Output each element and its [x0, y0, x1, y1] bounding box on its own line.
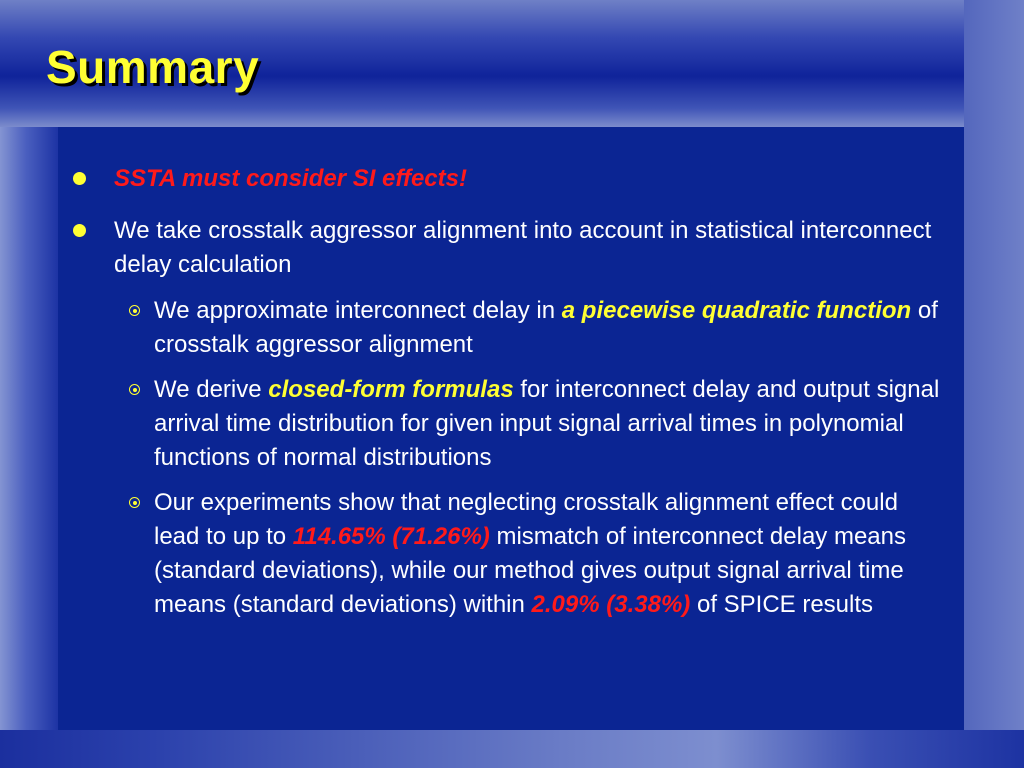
circled-dot-icon: [129, 497, 140, 508]
sub-bullet-item: [154, 294, 944, 362]
highlight-text: closed-form formulas: [268, 376, 514, 403]
highlight-percent: 114.65% (71.26%): [292, 523, 490, 550]
bullet-item: [114, 214, 944, 282]
sub-bullet-text: Our experiments show that neglecting crosstalk alignment effect could lead to up to: [154, 489, 898, 550]
bullet-text: SSTA must consider SI effects!: [114, 165, 467, 192]
sub-bullet-text: mismatch of interconnect delay means (standard deviations), while our method gives output signal arrival time means (standard deviations) within: [154, 523, 906, 618]
sub-bullet-text: We approximate interconnect delay in: [154, 297, 562, 324]
bullet-item: [114, 162, 944, 196]
highlight-text: a piecewise quadratic function: [561, 297, 912, 324]
sub-bullet-item: [154, 486, 944, 622]
circled-dot-icon: [129, 305, 140, 316]
sub-bullet-text: for interconnect delay and output signal arrival time distribution for given input signal arrival times in polynomial functions of normal distributions: [154, 376, 940, 471]
filled-circle-icon: [73, 172, 86, 185]
highlight-percent: 2.09% (3.38%): [531, 591, 691, 618]
slide-title: Summary: [46, 41, 260, 93]
sub-bullet-item: [154, 373, 944, 475]
sub-bullet-text: of SPICE results: [690, 591, 874, 618]
bullet-text: We take crosstalk aggressor alignment into account in statistical interconnect delay calculation: [114, 217, 932, 278]
sub-bullet-text: We derive: [154, 376, 269, 403]
circled-dot-icon: [129, 384, 140, 395]
sub-bullet-text: of crosstalk aggressor alignment: [154, 297, 938, 358]
filled-circle-icon: [73, 224, 86, 237]
